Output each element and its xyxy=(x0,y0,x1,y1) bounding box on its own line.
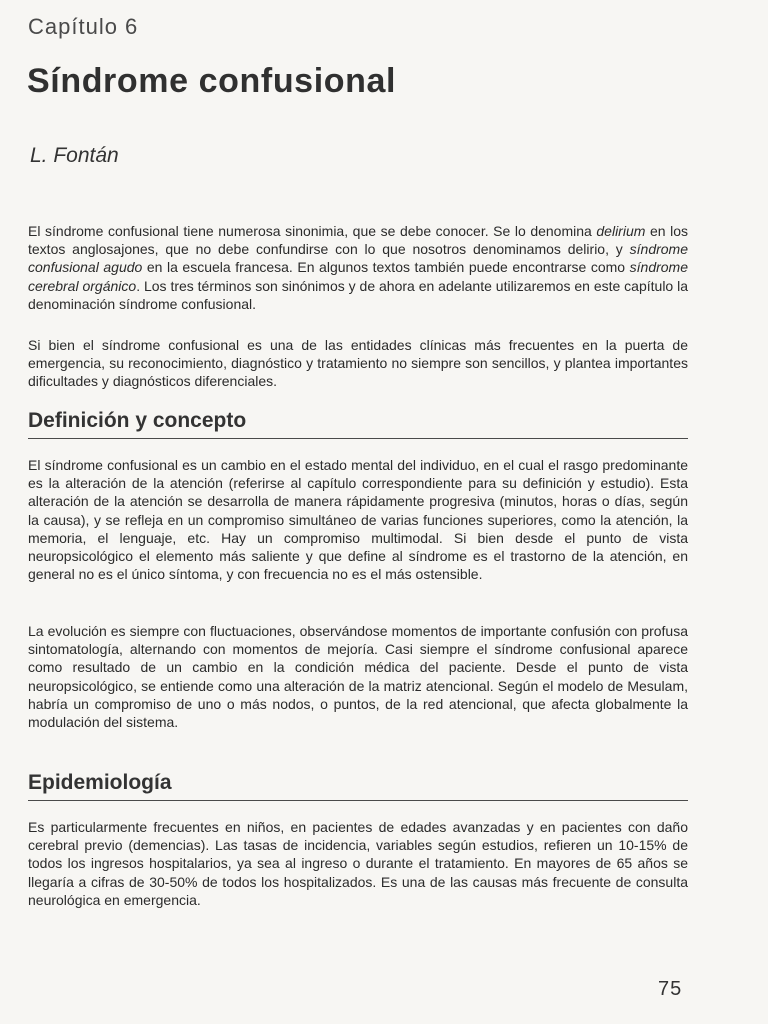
intro-paragraph-2: Si bien el síndrome confusional es una de las entidades clínicas más frecuentes en la puerta de emergencia, su reconocimiento, diagnóstico y tratamiento no siempre son sencillos, y plantea importantes dificultades y diagnósticos diferenciales. xyxy=(28,337,688,390)
text-run: en la escuela francesa. En algunos textos también puede encontrarse como xyxy=(142,259,630,276)
definicion-paragraph-1: El síndrome confusional es un cambio en el estado mental del individuo, en el cual el rasgo predominante es la alteración de la atención (referirse al capítulo correspondiente para su definición y estudio). Esta alteración de la atención se desarrolla de manera rápidamente progresiva (minutos, horas o días, según la causa), y se refleja en un compromiso simultáneo de varias funciones superiores, como la atención, la memoria, el lenguaje, etc. Hay un compromiso multimodal. Si bien desde el punto de vista neuropsicológico el elemento más saliente y que define al síndrome es el trastorno de la atención, en general no es el único síntoma, y con frecuencia no es el más ostensible. xyxy=(28,457,688,583)
page-number: 75 xyxy=(658,978,683,1000)
chapter-title: Síndrome confusional xyxy=(27,62,397,100)
intro-paragraph-1 xyxy=(28,222,688,313)
chapter-author: L. Fontán xyxy=(30,144,119,167)
definicion-paragraph-2: La evolución es siempre con fluctuaciones, observándose momentos de importante confusión con profusa sintomatología, alternando con momentos de mejoría. Casi siempre el síndrome confusional aparece como resultado de un cambio en la condición médica del paciente. Desde el punto de vista neuropsicológico, se entiende como una alteración de la matriz atencional. Según el modelo de Mesulam, habría un compromiso de uno o más nodos, o puntos, de la red atencional, que afecta globalmente la modulación del sistema. xyxy=(28,623,688,731)
italic-term: síndrome confusional agudo xyxy=(28,241,688,276)
epidemiologia-paragraph-1: Es particularmente frecuentes en niños, en pacientes de edades avanzadas y en pacientes con daño cerebral previo (demencias). Las tasas de incidencia, variables según estudios, refieren un 10-15% de todos los ingresos hospitalarios, ya sea al ingreso o durante el tratamiento. En mayores de 65 años se llegaría a cifras de 30-50% de todos los hospitalizados. Es una de las causas más frecuente de consulta neurológica en emergencia. xyxy=(28,819,688,908)
section-heading-epidemiologia: Epidemiología xyxy=(28,770,688,801)
section-heading-definicion: Definición y concepto xyxy=(28,408,688,439)
text-run: . Los tres términos son sinónimos y de ahora en adelante utilizaremos en este capítulo la denominación síndrome confusional. xyxy=(28,277,689,312)
text-run: en los textos anglosajones, que no debe confundirse con lo que nosotros denominamos delirio, y xyxy=(28,223,689,258)
chapter-label: Capítulo 6 xyxy=(28,14,139,39)
text-run: El síndrome confusional tiene numerosa sinonimia, que se debe conocer. Se lo denomina xyxy=(28,223,597,239)
italic-term: delirium xyxy=(596,223,646,239)
italic-term: síndrome cerebral orgánico xyxy=(28,259,688,294)
